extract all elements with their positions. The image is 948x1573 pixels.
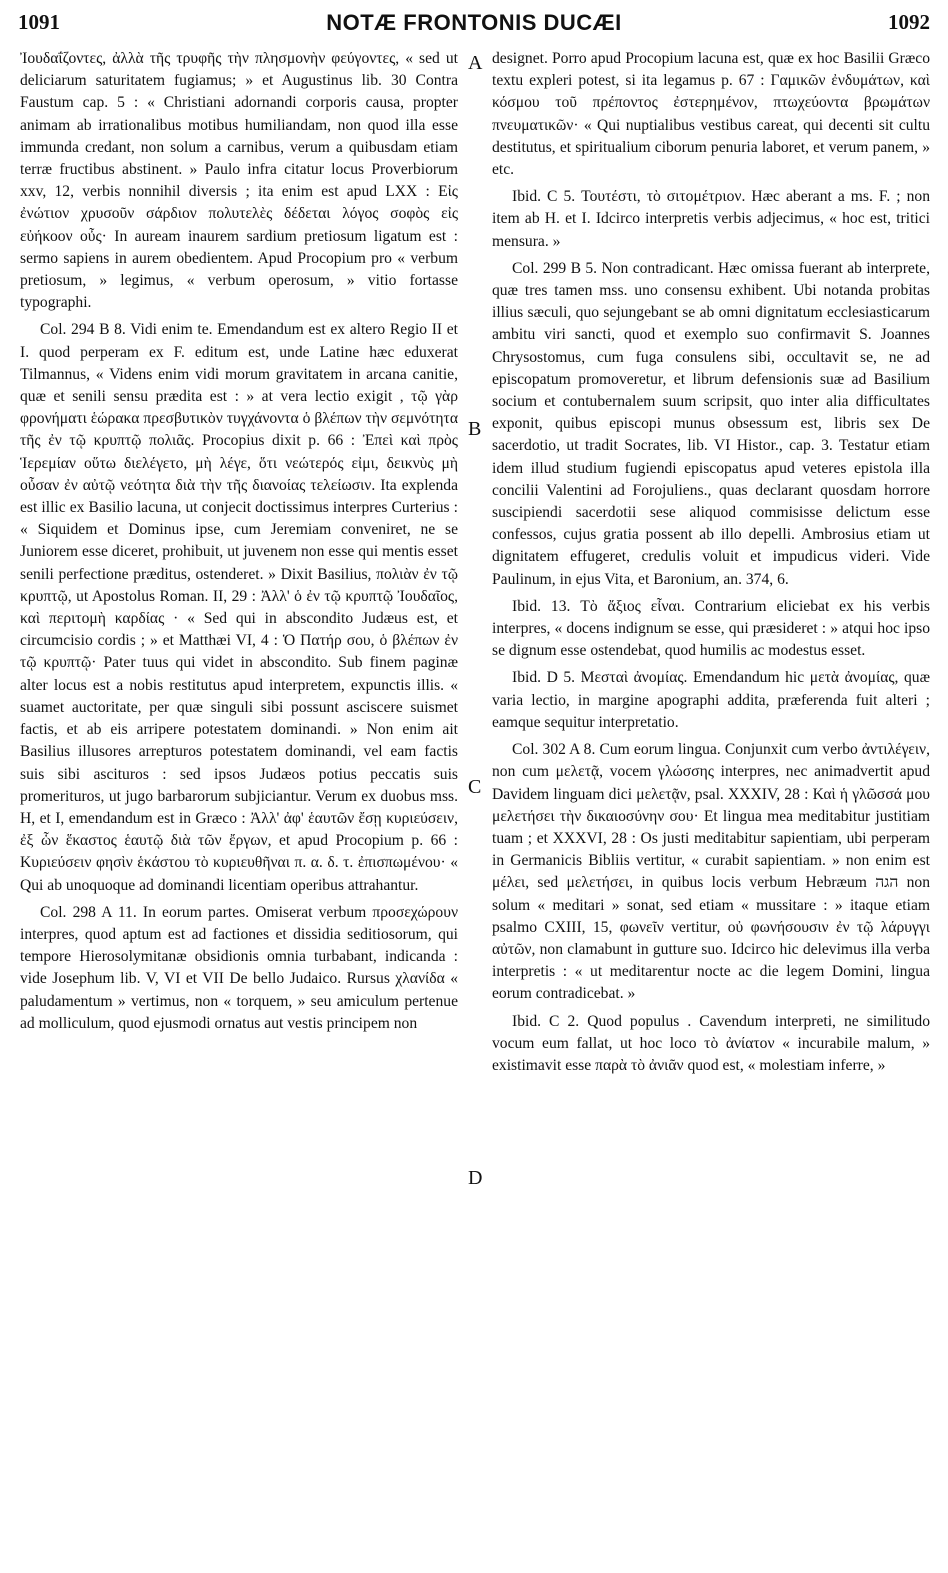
- margin-letter-a: A: [468, 52, 483, 74]
- margin-letter-c: C: [468, 776, 482, 798]
- right-paragraph: designet. Porro apud Procopium lacuna est, quæ ex hoc Basilii Græco textu expleri potest, si ita legamus p. 67 : Γαμικῶν ἐνδυμάτων, καὶ κόσμου τοῦ πρέποντος ἐστερημένον, πτωχεύοντα βρωμάτων πνευματικῶν· « Qui nuptialibus vestibus careat, qui decenti sit cultu destitutus, et spiritualium ciborum penuria laboret, et verum panem, » etc.: [492, 50, 930, 179]
- right-paragraph: Col. 299 B 5. Non contradicant. Hæc omissa fuerant ab interprete, quæ tres tamen mss. uno consensu exhibent. Ubi notanda probitas illius sæculi, quo sejungebant se ab omni dignitatum ecclesiasticarum ambitu viri sancti, quod et exemplo suo confirmavit S. Joannes Chrysostomus, cum fuga consulens sibi, occultavit se, ne ad episcopatum promoveretur, et librum defensionis suæ ad Basilium socium et contubernalem suum scripsit, quo inter alia difficultates exponit, quibus episcopi munus obsessum est, libris sex De sacerdotio, ut tradit Socrates, lib. VI Histor., cap. 3. Testatur etiam idem illud studium fugiendi episcopatus apud veteres epistola illa concilii Valentini ad Forojuliens., quas declarant quosdam horrore suscipiendi sacerdotii sese aliquod commisisse delictum esse confessos, cujus gratia possent ab illo depelli. Ambrosius etiam ut dignitatem effugeret, credulis voluit et impudicus videri. Vide Paulinum, in ejus Vita, et Baronium, an. 374, 6.: [492, 259, 930, 588]
- left-column: [20, 48, 458, 1040]
- right-column: [492, 48, 930, 1082]
- right-paragraph: Col. 302 A 8. Cum eorum lingua. Conjunxit cum verbo ἀντιλέγειν, non cum μελετᾷ, vocem γλώσσης interpres, nec animadvertit apud Davidem linguam dici μελετᾷν, psal. XXXIV, 28 : Καὶ ἡ γλῶσσά μου μελετήσει τὴν δικαιοσύνην σου· Et lingua mea meditabitur justitiam tuam ; et XXXVI, 28 : Os justi meditabitur sapientiam, ubi perperam in Germanicis Bibliis vertitur, « curabit sapientiam. » non enim est μέλει, sed μελετήσει, in quibus locis verbum Hebræum הגה non solum « meditari » sonat, sed etiam « mussitare : » itaque etiam psalmo CXIII, 15, φωνεῖν vertitur, οὐ φωνήσουσιν ἐν τῷ λάρυγγι αὐτῶν, non clamabunt in gutture suo. Idcirco hic delevimus illa verba interpretis : « ut meditarentur nocte ac die legem Domini, lingua eorum contradicebat. »: [492, 741, 931, 1003]
- margin-letter-b: B: [468, 418, 482, 440]
- page-number-left: 1091: [18, 10, 60, 34]
- right-paragraph: Ibid. 13. Τὸ ἄξιος εἶναι. Contrarium eliciebat ex his verbis interpres, « docens indignum se esse, qui præsideret : » atqui hoc ipso se dignum esse ostendebat, quod humilis ac modestus esset.: [492, 597, 930, 660]
- left-paragraph: Ἰουδαΐζοντες, ἀλλὰ τῆς τρυφῆς τὴν πλησμονὴν φεύγοντες, « sed ut deliciarum saturitatem fugiamus; » et Augustinus lib. 30 Contra Faustum cap. 5 : « Christiani adornandi corporis causa, propter animam ab irrationalibus motibus humiliandam, non quod illa esse immunda credant, non solum a carnibus, verum a quibusdam etiam terræ fructibus abstinent. » Paulo infra citatur locus Proverbiorum xxv, 12, verbis nonnihil diversis ; ita enim est apud LXX : Εἰς ἐνώτιον χρυσοῦν σάρδιον πολυτελὲς δέδεται λόγος σοφὸς εἰς εὐήκοον οὖς· In auream inaurem sardium pretiosum ligatum est : sermo sapiens in aurem obedientem. Apud Procopium pro « verbum pretiosum, » legimus, « verbum operosum, » vitio fortasse typographi.: [20, 50, 458, 312]
- margin-letter-d: D: [468, 1167, 483, 1189]
- right-paragraph: Ibid. C 2. Quod populus . Cavendum interpreti, ne similitudo vocum eum fallat, ut hoc loco τὸ ἀνίατον « incurabile malum, » existimavit esse παρὰ τὸ ἀνιᾶν quod est, « molestiam inferre, »: [492, 1012, 930, 1074]
- right-paragraph: Ibid. D 5. Μεσταὶ ἀνομίας. Emendandum hic μετὰ ἀνομίας, quæ varia lectio, in margine apographi addita, præferenda fuit alteri ; eamque sequitur interpretatio.: [492, 669, 930, 731]
- right-paragraph: Ibid. C 5. Τουτέστι, τὸ σιτομέτριον. Hæc aberant a ms. F. ; non item ab H. et I. Idcirco interpretis verbis adjecimus, « hoc est, tritici mensura. »: [492, 188, 930, 250]
- page-number-right: 1092: [888, 10, 930, 34]
- left-paragraph: Col. 294 B 8. Vidi enim te. Emendandum est ex altero Regio II et I. quod perperam ex F. editum est, unde Latine hæc eduxerat Tilmannus, « Videns enim vidi morum gravitatem in arcana canitie, quæ et senili sensu prædita est : » at vera lectio exigit , τῷ γὰρ φρονήματι ἑώρακα πρεσβυτικὸν τυγχάνοντα ὁ βλέπων τὴν σεμνότητα τῆς ἐν τῷ κρυπτῷ πολιᾶς. Procopius dixit p. 66 : Ἐπεὶ καὶ πρὸς Ἱερεμίαν οὕτω διελέγετο, μὴ λέγε, ὅτι νεώτερός εἰμι, δεικνὺς μὴ οὖσαν ἐν αὐτῷ νεότητα διὰ τὴν τῆς διανοίας τελείωσιν. Ita explenda est illic ex Basilio lacuna, ut conjecit doctissimus interpres Curterius : « Siquidem et Dominus ipse, cum Jeremiam conveniret, ne se Juniorem esse diceret, prohibuit, ut juvenem non esse qui mentis esset senili perfectione præditus, ostenderet. » Dixit Basilius, πολιὰν ἐν τῷ κρυπτῷ, ut Apostolus Roman. II, 29 : Ἀλλ' ὁ ἐν τῷ κρυπτῷ Ἰουδαῖος, καὶ περιτομὴ καρδίας · « Sed qui in abscondito Judæus est, et circumcisio cordis ; » et Matthæi VI, 4 : Ὁ Πατήρ σου, ὁ βλέπων ἐν τῷ κρυπτῷ· Pater tuus qui videt in abscondito. Sub finem paginæ alter locus est a nobis restitutus apud interpretem, expunctis illis. « suamet auctoritate, per quæ singuli sibi possunt asciscere suismet factis, et ab eis arripere potestatem dominandi. » Non enim ait Basilius illusores arrepturos potestatem dominandi, vel eam factis suis sibi ascituros : sed ipsos Judæos potius peccatis suis promerituros, ut jugo barbarorum subjiciantur. Verum ex duobus mss. H, et I, emendandum est in Græco : Ἀλλ' ἀφ' ἑαυτῶν ἔσῃ κυριεύσειν, ἐξ ὧν ἕκαστος ἑαυτῷ διὰ τῶν ἔργων, et apud Procopium p. 66 : Κυριεύσειν φησὶν ἑκάστου τὸ κυριευθῆναι π. α. δ. τ. ἐπισπωμένου· « Qui ab unoquoque ad dominandi licentiam operibus attrahantur.: [20, 321, 458, 894]
- page-header: [18, 10, 930, 44]
- running-title: NOTÆ FRONTONIS DUCÆI: [326, 10, 622, 35]
- left-paragraph: Col. 298 A 11. In eorum partes. Omiserat verbum προσεχώρουν interpres, quod aptum est ad factiones et dissidia seditiosorum, qui tempore Hierosolymitanæ obsidionis omnia turbabant, indicanda : vide Josephum lib. V, VI et VII De bello Judaico. Rursus χλανίδα « paludamentum » vertimus, non « torquem, » seu amiculum pertenue ad molliculum, quod ejusmodi ornatus aut vestis principem non: [20, 903, 458, 1032]
